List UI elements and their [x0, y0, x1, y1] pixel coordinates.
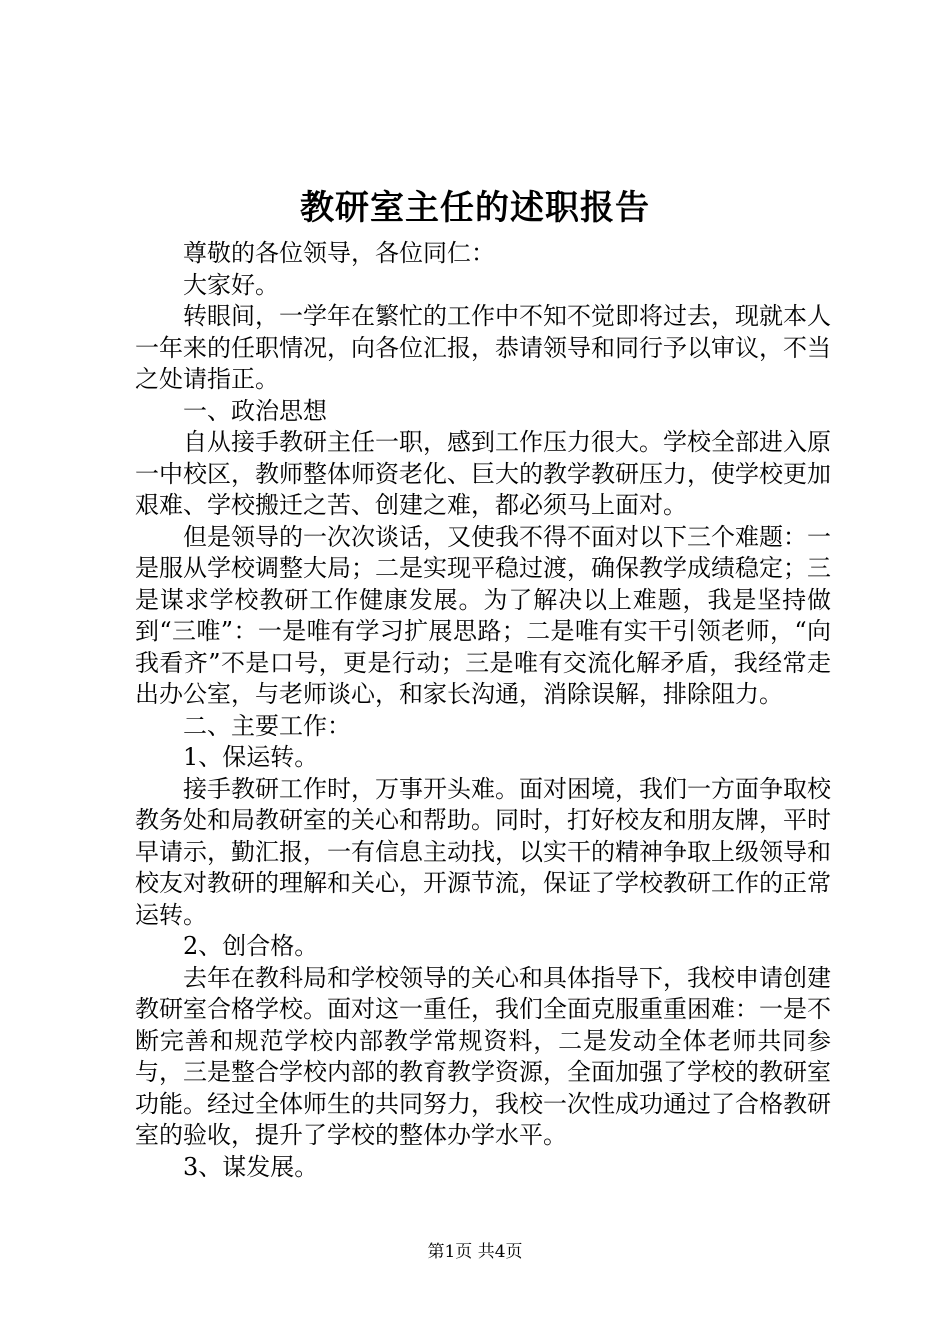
subsection-heading: 1、保运转。 [183, 743, 319, 771]
paragraph: 去年在教科局和学校领导的关心和具体指导下，我校申请创建教研室合格学校。面对这一重任，我们全面克服重重困难：一是不断完善和规范学校内部教学常规资料，二是发动全体老师共同参与，三是整合学校内部的教育教学资源，全面加强了学校的教研室功能。经过全体师生的共同努力，我校一次性成功通过了合格教研室的验收，提升了学校的整体办学水平。 [135, 963, 831, 1149]
subsection-heading: 3、谋发展。 [183, 1152, 319, 1181]
paragraph: 转眼间，一学年在繁忙的工作中不知不觉即将过去，现就本人一年来的任职情况，向各位汇报，恭请领导和同行予以审议，不当之处请指正。 [135, 302, 831, 393]
document-body [135, 238, 831, 1183]
section-heading: 二、主要工作： [183, 711, 351, 740]
subsection-heading: 2、创合格。 [183, 932, 319, 960]
paragraph: 尊敬的各位领导，各位同仁： [183, 239, 495, 267]
paragraph: 大家好。 [183, 270, 279, 299]
document-title: 教研室主任的述职报告 [300, 188, 650, 228]
section-heading: 一、政治思想 [183, 396, 327, 425]
paragraph: 接手教研工作时，万事开头难。面对困境，我们一方面争取校教务处和局教研室的关心和帮助。同时，打好校友和朋友牌，平时早请示，勤汇报，一有信息主动找，以实干的精神争取上级领导和校友对教研的理解和关心，开源节流，保证了学校教研工作的正常运转。 [135, 774, 831, 929]
paragraph: 但是领导的一次次谈话，又使我不得不面对以下三个难题：一是服从学校调整大局；二是实现平稳过渡，确保教学成绩稳定；三是谋求学校教研工作健康发展。为了解决以上难题，我是坚持做到“三唯”：一是唯有学习扩展思路；二是唯有实干引领老师，“向我看齐”不是口号，更是行动；三是唯有交流化解矛盾，我经常走出办公室，与老师谈心，和家长沟通，消除误解，排除阻力。 [135, 522, 831, 708]
page-footer: 第1页 共4页 [427, 1242, 523, 1262]
paragraph: 自从接手教研主任一职，感到工作压力很大。学校全部进入原一中校区，教师整体师资老化、巨大的教学教研压力，使学校更加艰难、学校搬迁之苦、创建之难，都必须马上面对。 [135, 428, 831, 519]
